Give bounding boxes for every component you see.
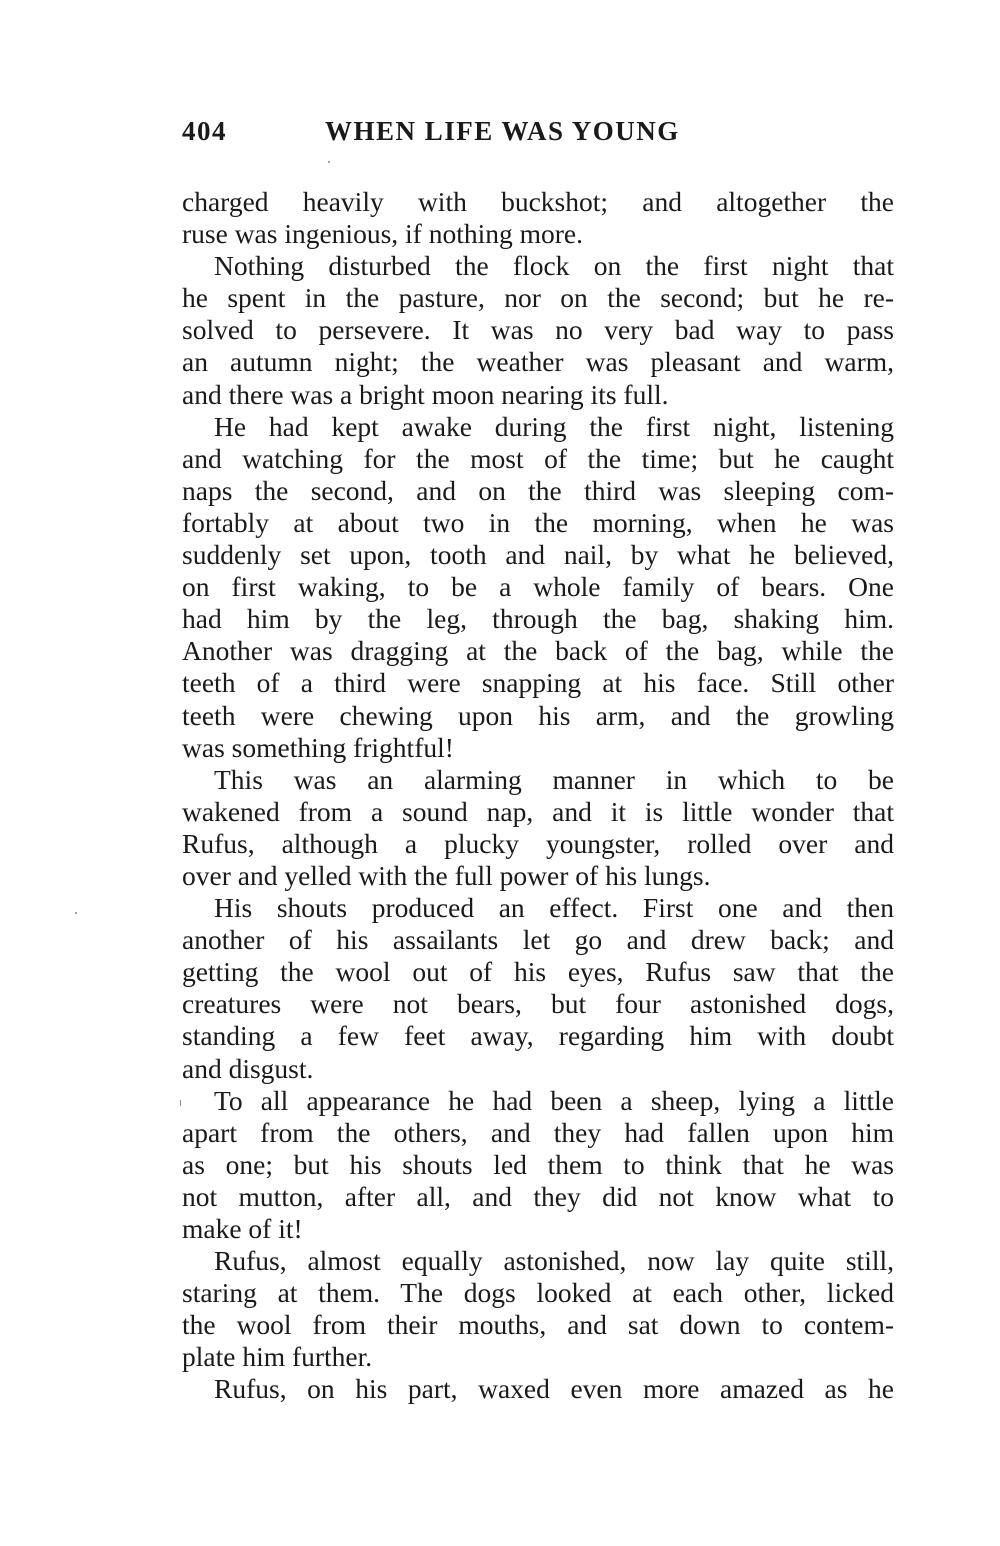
running-title: WHEN LIFE WAS YOUNG bbox=[325, 116, 680, 146]
text-line: charged heavily with buckshot; and altogether the bbox=[182, 186, 894, 217]
text-line: not mutton, after all, and they did not know what to bbox=[182, 1180, 894, 1212]
paper-speck bbox=[75, 912, 77, 914]
text-line: apart from the others, and they had fallen upon him bbox=[182, 1116, 894, 1148]
text-line: He had kept awake during the first night, listening bbox=[214, 410, 894, 442]
text-line: solved to persevere. It was no very bad way to pass bbox=[182, 314, 894, 346]
text-line: teeth of a third were snapping at his face. Still other bbox=[182, 667, 894, 699]
text-line: Rufus, almost equally astonished, now lay quite still, bbox=[214, 1245, 894, 1277]
page-header bbox=[182, 116, 802, 156]
paper-speck bbox=[180, 1100, 181, 1106]
text-line: an autumn night; the weather was pleasant and warm, bbox=[182, 346, 894, 378]
text-line: as one; but his shouts led them to think that he was bbox=[182, 1148, 894, 1180]
text-line: on first waking, to be a whole family of bears. One bbox=[182, 571, 894, 603]
text-line: standing a few feet away, regarding him with doubt bbox=[182, 1020, 894, 1052]
text-line: he spent in the pasture, nor on the second; but he re- bbox=[182, 282, 894, 314]
text-line: make of it! bbox=[182, 1213, 303, 1244]
text-line: Rufus, on his part, waxed even more amazed as he bbox=[214, 1373, 894, 1405]
text-line: naps the second, and on the third was sleeping com- bbox=[182, 474, 894, 506]
text-line: His shouts produced an effect. First one and then bbox=[214, 892, 894, 924]
text-line: staring at them. The dogs looked at each other, licked bbox=[182, 1277, 894, 1309]
text-line: wakened from a sound nap, and it is little wonder that bbox=[182, 795, 894, 827]
paper-speck bbox=[328, 161, 330, 163]
body-text bbox=[182, 186, 894, 1406]
text-line: and watching for the most of the time; but he caught bbox=[182, 442, 894, 474]
text-line: and there was a bright moon nearing its full. bbox=[182, 378, 669, 410]
text-line: had him by the leg, through the bag, shaking him. bbox=[182, 603, 894, 635]
text-line: fortably at about two in the morning, when he was bbox=[182, 506, 894, 538]
page-number: 404 bbox=[182, 116, 227, 146]
text-line: creatures were not bears, but four astonished dogs, bbox=[182, 988, 894, 1020]
text-line: Another was dragging at the back of the bag, while the bbox=[182, 635, 894, 667]
text-line: This was an alarming manner in which to be bbox=[214, 763, 894, 795]
text-line: suddenly set upon, tooth and nail, by what he believed, bbox=[182, 539, 894, 571]
text-line: teeth were chewing upon his arm, and the growling bbox=[182, 699, 894, 731]
text-line: the wool from their mouths, and sat down to contem- bbox=[182, 1309, 894, 1341]
text-line: over and yelled with the full power of his lungs. bbox=[182, 859, 711, 891]
text-line: ruse was ingenious, if nothing more. bbox=[182, 218, 583, 250]
text-line: Rufus, although a plucky youngster, rolled over and bbox=[182, 827, 894, 859]
text-line: getting the wool out of his eyes, Rufus saw that the bbox=[182, 956, 894, 988]
text-line: and disgust. bbox=[182, 1052, 314, 1084]
text-line: plate him further. bbox=[182, 1341, 373, 1373]
text-line: To all appearance he had been a sheep, lying a little bbox=[214, 1084, 894, 1116]
text-line: was something frightful! bbox=[182, 731, 454, 763]
text-line: Nothing disturbed the flock on the first night that bbox=[214, 250, 894, 282]
text-line: another of his assailants let go and drew back; and bbox=[182, 924, 894, 956]
